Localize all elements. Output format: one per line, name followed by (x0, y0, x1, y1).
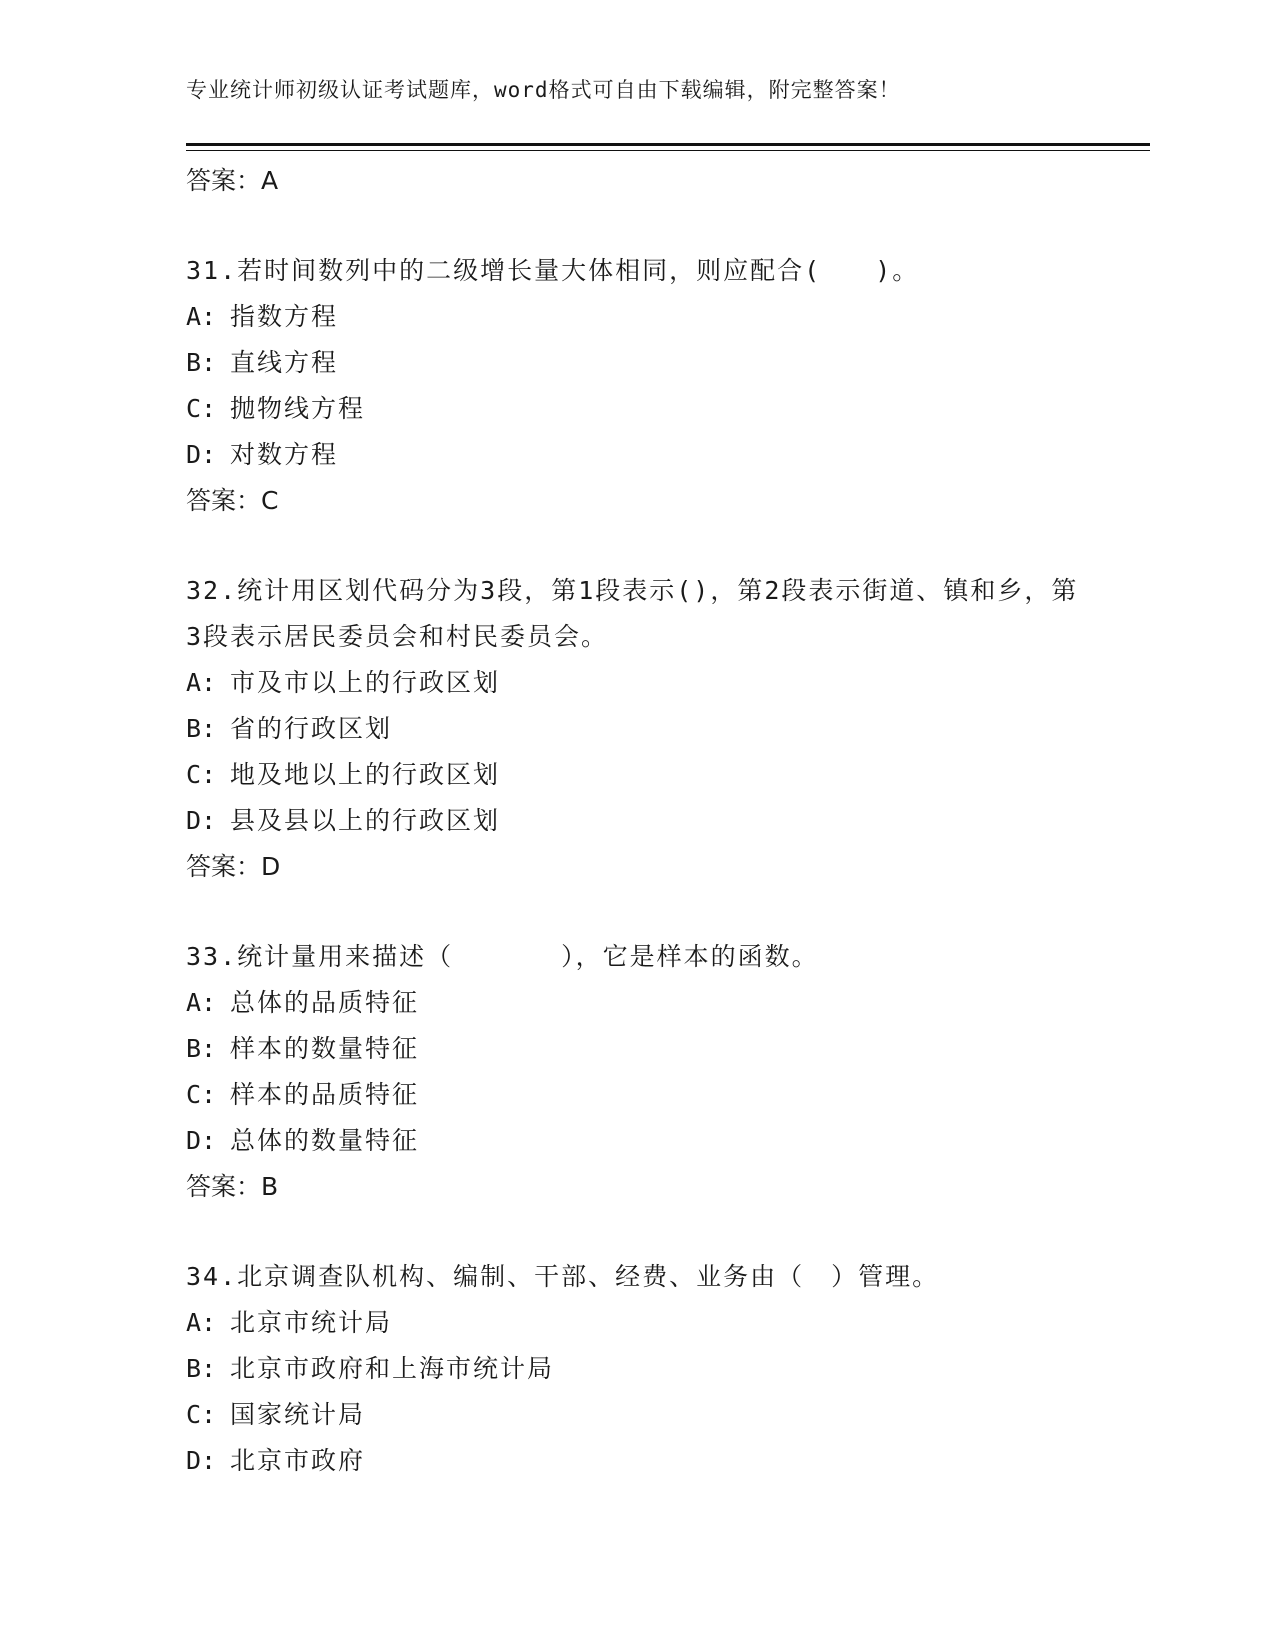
option-text: 北京市政府 (230, 1446, 366, 1475)
option-a (186, 294, 1086, 340)
question-31 (186, 248, 1086, 524)
option-b (186, 706, 1086, 752)
option-label: D: (186, 1446, 217, 1475)
option-c (186, 1392, 1086, 1438)
option-b (186, 1346, 1086, 1392)
question-stem: 33.统计量用来描述（ ），它是样本的函数。 (186, 942, 819, 971)
option-label: D: (186, 440, 217, 469)
question-stem: 31.若时间数列中的二级增长量大体相同，则应配合( )。 (186, 256, 920, 285)
option-d (186, 432, 1086, 478)
question-33 (186, 934, 1086, 1210)
option-text: 抛物线方程 (230, 394, 366, 423)
question-stem: 34.北京调查队机构、编制、干部、经费、业务由（ ）管理。 (186, 1262, 940, 1291)
option-b (186, 1026, 1086, 1072)
option-text: 省的行政区划 (230, 714, 393, 743)
option-text: 国家统计局 (230, 1400, 366, 1429)
option-text: 总体的数量特征 (230, 1126, 420, 1155)
option-label: C: (186, 1080, 217, 1109)
option-text: 北京市统计局 (230, 1308, 393, 1337)
option-label: D: (186, 1126, 217, 1155)
option-c (186, 1072, 1086, 1118)
question-list (186, 158, 1086, 1484)
option-text: 县及县以上的行政区划 (230, 806, 501, 835)
option-label: A: (186, 988, 217, 1017)
option-text: 总体的品质特征 (230, 988, 420, 1017)
option-a (186, 660, 1086, 706)
option-d (186, 1438, 1086, 1484)
answer-line: 答案：A (186, 166, 279, 195)
question-stem: 32.统计用区划代码分为3段，第1段表示()，第2段表示街道、镇和乡，第3段表示居民委员会和村民委员会。 (186, 576, 1079, 651)
option-label: A: (186, 668, 217, 697)
question-32 (186, 568, 1086, 890)
header-rule-thick (186, 143, 1150, 146)
option-d (186, 798, 1086, 844)
option-label: D: (186, 806, 217, 835)
option-label: B: (186, 1034, 217, 1063)
option-a (186, 980, 1086, 1026)
answer-line: 答案：B (186, 1172, 279, 1201)
option-label: B: (186, 348, 217, 377)
option-label: C: (186, 1400, 217, 1429)
answer-line: 答案：C (186, 486, 279, 515)
option-label: B: (186, 1354, 217, 1383)
option-d (186, 1118, 1086, 1164)
header-rule-thin (186, 150, 1150, 151)
option-label: C: (186, 760, 217, 789)
option-label: A: (186, 302, 217, 331)
option-text: 直线方程 (230, 348, 339, 377)
option-label: C: (186, 394, 217, 423)
page-header: 专业统计师初级认证考试题库，word格式可自由下载编辑，附完整答案！ (186, 78, 901, 102)
option-c (186, 752, 1086, 798)
option-a (186, 1300, 1086, 1346)
option-label: B: (186, 714, 217, 743)
answer-line: 答案：D (186, 852, 281, 881)
option-text: 地及地以上的行政区划 (230, 760, 501, 789)
option-b (186, 340, 1086, 386)
option-text: 市及市以上的行政区划 (230, 668, 501, 697)
option-c (186, 386, 1086, 432)
option-text: 对数方程 (230, 440, 339, 469)
option-text: 北京市政府和上海市统计局 (230, 1354, 555, 1383)
question-34 (186, 1254, 1086, 1484)
option-text: 指数方程 (230, 302, 339, 331)
option-text: 样本的数量特征 (230, 1034, 420, 1063)
option-label: A: (186, 1308, 217, 1337)
option-text: 样本的品质特征 (230, 1080, 420, 1109)
